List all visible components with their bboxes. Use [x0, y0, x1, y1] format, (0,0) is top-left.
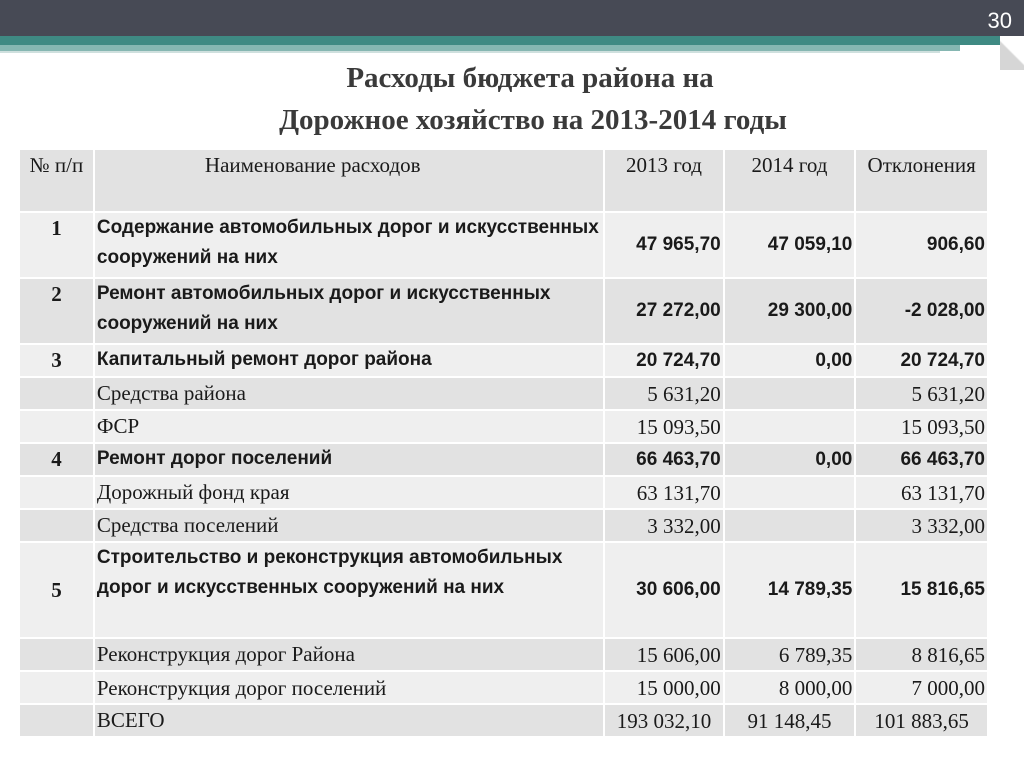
- row-number: [20, 671, 94, 704]
- value-2013: 66 463,70: [604, 443, 723, 476]
- value-deviation: 66 463,70: [855, 443, 987, 476]
- value-2014: 8 000,00: [724, 671, 856, 704]
- value-deviation: 15 093,50: [855, 410, 987, 443]
- row-number: 5: [20, 542, 94, 638]
- table-row: [20, 509, 987, 542]
- table-row: [20, 476, 987, 509]
- table-row: [20, 344, 987, 377]
- top-bar: [0, 0, 1024, 36]
- value-2013: 15 000,00: [604, 671, 723, 704]
- value-2014: [724, 377, 856, 410]
- value-deviation: 8 816,65: [855, 638, 987, 671]
- value-2014: 0,00: [724, 443, 856, 476]
- table-row: [20, 638, 987, 671]
- row-number: [20, 704, 94, 737]
- value-2014: 0,00: [724, 344, 856, 377]
- value-2013: 20 724,70: [604, 344, 723, 377]
- row-number: [20, 476, 94, 509]
- value-deviation: 3 332,00: [855, 509, 987, 542]
- table-header-row: [20, 150, 987, 212]
- slide-title-line-1: Расходы бюджета района на: [346, 62, 714, 94]
- value-2013: 30 606,00: [604, 542, 723, 638]
- header-2013: 2013 год: [604, 150, 723, 212]
- value-2014: 14 789,35: [724, 542, 856, 638]
- value-deviation: 20 724,70: [855, 344, 987, 377]
- value-deviation: 15 816,65: [855, 542, 987, 638]
- value-2013: 15 606,00: [604, 638, 723, 671]
- value-2014: [724, 509, 856, 542]
- row-number: [20, 410, 94, 443]
- value-deviation: 63 131,70: [855, 476, 987, 509]
- row-name: Средства района: [94, 377, 604, 410]
- header-name: Наименование расходов: [94, 150, 604, 212]
- value-2013: 15 093,50: [604, 410, 723, 443]
- value-deviation: 906,60: [855, 212, 987, 278]
- table-row: [20, 410, 987, 443]
- row-name: ВСЕГО: [94, 704, 604, 737]
- value-2013: 27 272,00: [604, 278, 723, 344]
- value-2014: 47 059,10: [724, 212, 856, 278]
- table-row: [20, 671, 987, 704]
- row-name: Ремонт дорог поселений: [94, 443, 604, 476]
- header-number: № п/п: [20, 150, 94, 212]
- row-number: 4: [20, 443, 94, 476]
- row-name: ФСР: [94, 410, 604, 443]
- row-number: [20, 638, 94, 671]
- table-row: [20, 542, 987, 638]
- value-deviation: -2 028,00: [855, 278, 987, 344]
- row-name: Средства поселений: [94, 509, 604, 542]
- value-2013: 47 965,70: [604, 212, 723, 278]
- row-number: 2: [20, 278, 94, 344]
- row-name: Строительство и реконструкция автомобильных дорог и искусственных сооружений на них: [94, 542, 604, 638]
- row-name: Дорожный фонд края: [94, 476, 604, 509]
- value-deviation: 5 631,20: [855, 377, 987, 410]
- row-name: Ремонт автомобильных дорог и искусственных сооружений на них: [94, 278, 604, 344]
- header-2014: 2014 год: [724, 150, 856, 212]
- value-deviation: 7 000,00: [855, 671, 987, 704]
- row-number: [20, 509, 94, 542]
- value-2014: 6 789,35: [724, 638, 856, 671]
- row-name: Содержание автомобильных дорог и искусственных сооружений на них: [94, 212, 604, 278]
- table-row: [20, 443, 987, 476]
- row-name: Реконструкция дорог Района: [94, 638, 604, 671]
- accent-stripe-thin: [0, 51, 940, 53]
- row-name: Реконструкция дорог поселений: [94, 671, 604, 704]
- table-row: [20, 212, 987, 278]
- table-row: [20, 377, 987, 410]
- table-total-row: [20, 704, 987, 737]
- slide-title-line-2: Дорожное хозяйство на 2013-2014 годы: [279, 104, 787, 136]
- accent-stripe: [0, 36, 1000, 45]
- budget-table: [20, 150, 987, 738]
- row-number: 1: [20, 212, 94, 278]
- page-number: 30: [987, 8, 1012, 33]
- row-number: 3: [20, 344, 94, 377]
- value-deviation: 101 883,65: [855, 704, 987, 737]
- value-2013: 193 032,10: [604, 704, 723, 737]
- value-2013: 63 131,70: [604, 476, 723, 509]
- value-2014: 91 148,45: [724, 704, 856, 737]
- row-number: [20, 377, 94, 410]
- value-2014: 29 300,00: [724, 278, 856, 344]
- header-deviation: Отклонения: [855, 150, 987, 212]
- value-2013: 5 631,20: [604, 377, 723, 410]
- value-2013: 3 332,00: [604, 509, 723, 542]
- value-2014: [724, 476, 856, 509]
- table-row: [20, 278, 987, 344]
- value-2014: [724, 410, 856, 443]
- row-name: Капитальный ремонт дорог района: [94, 344, 604, 377]
